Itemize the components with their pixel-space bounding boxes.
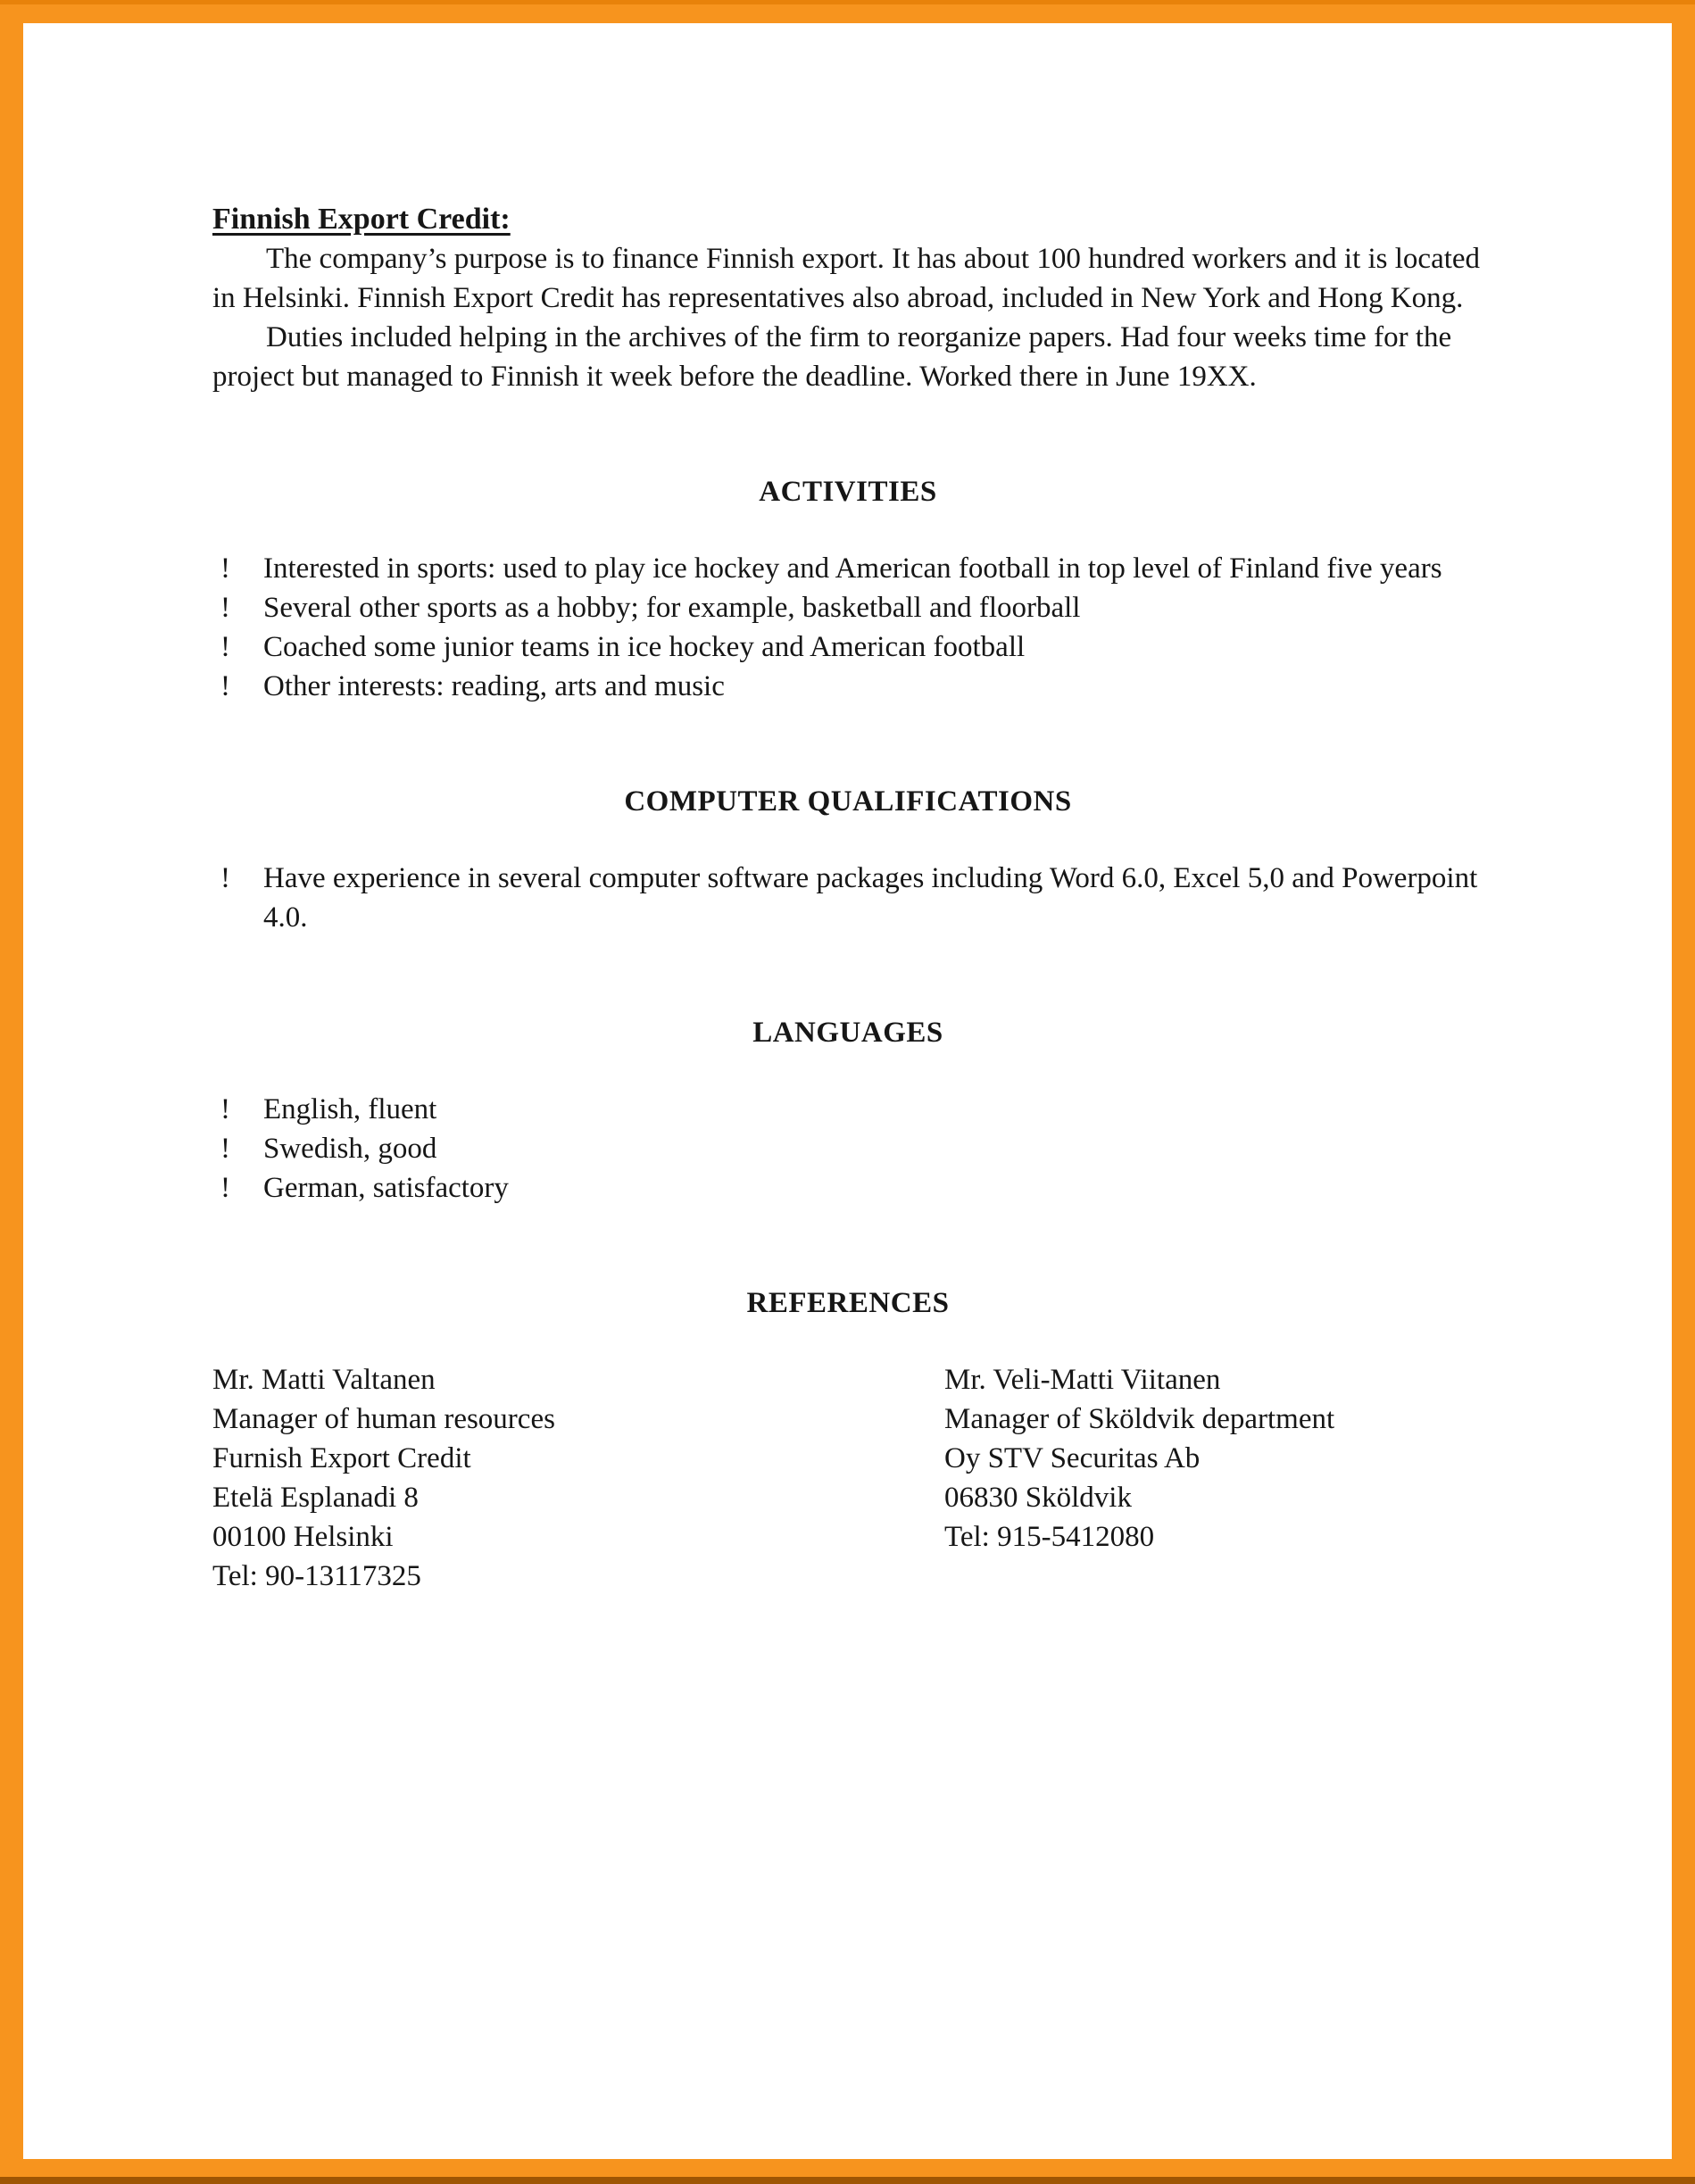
bullet-marker: !	[220, 552, 230, 585]
bullet-text: Coached some junior teams in ice hockey and American football	[263, 631, 1026, 663]
bullet-marker: !	[220, 1133, 230, 1165]
document-sheet	[23, 23, 1672, 2159]
activities-list	[212, 549, 1483, 706]
reference-phone: Tel: 915-5412080	[944, 1521, 1155, 1553]
reference-street: Etelä Esplanadi 8	[212, 1482, 419, 1514]
frame-top-edge	[0, 0, 1695, 4]
section-heading-references: REFERENCES	[746, 1287, 950, 1319]
bullet-marker: !	[220, 1172, 230, 1204]
bullet-item	[212, 859, 1483, 937]
reference-name: Mr. Veli-Matti Viitanen	[944, 1364, 1221, 1396]
bullet-item	[212, 588, 1483, 627]
reference-name: Mr. Matti Valtanen	[212, 1364, 436, 1396]
section-heading-computer-qualifications: COMPUTER QUALIFICATIONS	[624, 785, 1072, 818]
document-content	[212, 200, 1483, 1596]
bullet-marker: !	[220, 592, 230, 624]
bullet-text: Several other sports as a hobby; for example, basketball and floorball	[263, 592, 1081, 624]
frame-bottom-edge	[0, 2177, 1695, 2184]
bullet-text: Interested in sports: used to play ice hockey and American football in top level of Finland five years	[263, 552, 1442, 585]
bullet-item	[212, 667, 1483, 706]
bullet-item	[212, 549, 1483, 588]
intro-title: Finnish Export Credit:	[212, 203, 511, 236]
bullet-item	[212, 1129, 1483, 1168]
reference-city: 00100 Helsinki	[212, 1521, 394, 1553]
bullet-text: Have experience in several computer software packages including Word 6.0, Excel 5,0 and Powerpoint 4.0.	[263, 862, 1478, 934]
bullet-text: Swedish, good	[263, 1133, 437, 1165]
bullet-marker: !	[220, 1093, 230, 1125]
section-heading-activities: ACTIVITIES	[759, 476, 937, 508]
bullet-text: Other interests: reading, arts and music	[263, 670, 725, 702]
bullet-item	[212, 1168, 1483, 1208]
reference-title: Manager of Sköldvik department	[944, 1403, 1335, 1435]
reference-company: Oy STV Securitas Ab	[944, 1442, 1201, 1474]
intro-paragraph-1: The company’s purpose is to finance Finnish export. It has about 100 hundred workers and it is located in Helsinki. Finnish Export Credit has representatives also abroad, included in New York and Hong Kong.	[212, 243, 1481, 314]
languages-list	[212, 1090, 1483, 1208]
section-heading-languages: LANGUAGES	[752, 1017, 943, 1049]
bullet-item	[212, 627, 1483, 667]
bullet-marker: !	[220, 670, 230, 702]
reference-company: Furnish Export Credit	[212, 1442, 471, 1474]
reference-city: 06830 Sköldvik	[944, 1482, 1132, 1514]
bullet-marker: !	[220, 862, 230, 894]
intro-paragraph-2: Duties included helping in the archives of the firm to reorganize papers. Had four weeks time for the project but managed to Finnish it week before the deadline. Worked there in June 19XX.	[212, 321, 1452, 393]
bullet-item	[212, 1090, 1483, 1129]
reference-phone: Tel: 90-13117325	[212, 1560, 421, 1592]
bullet-text: English, fluent	[263, 1093, 437, 1125]
reference-left	[212, 1360, 944, 1596]
bullet-marker: !	[220, 631, 230, 663]
reference-right	[944, 1360, 1483, 1596]
references-columns	[212, 1360, 1483, 1596]
reference-title: Manager of human resources	[212, 1403, 555, 1435]
bullet-text: German, satisfactory	[263, 1172, 509, 1204]
computer-qualifications-list	[212, 859, 1483, 937]
